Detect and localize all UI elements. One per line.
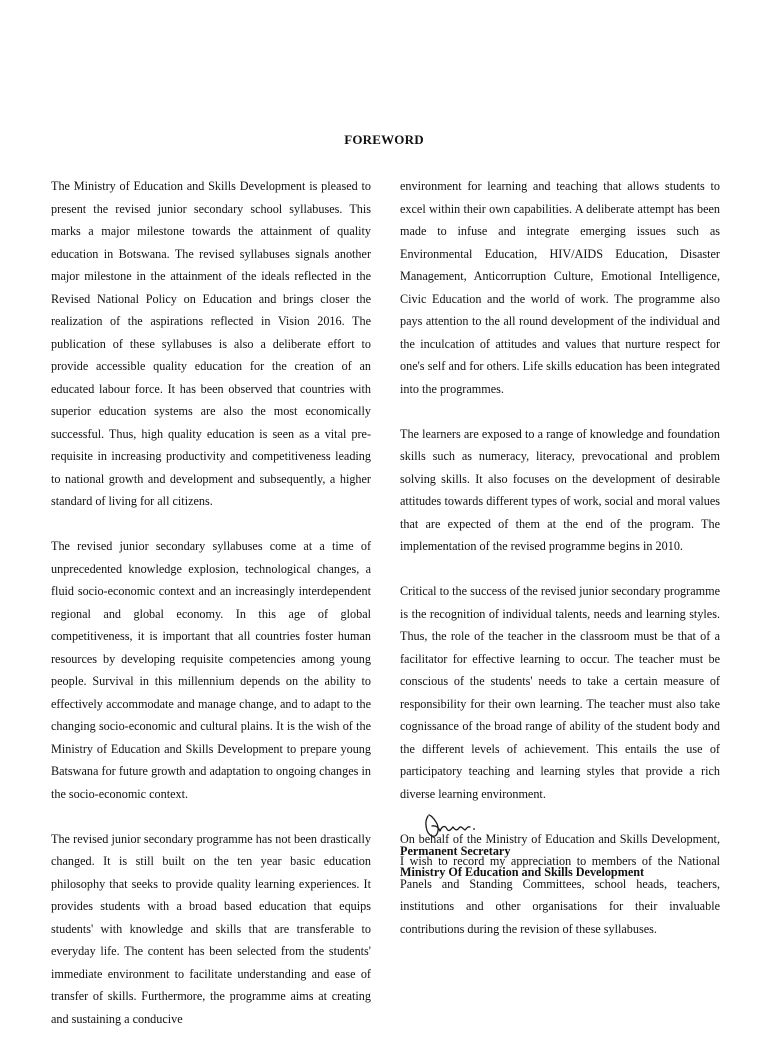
signoff-role: Permanent Secretary — [400, 844, 511, 858]
paragraph: The revised junior secondary programme has not been drastically changed. It is still built on the ten year basic education philosophy that seeks to provide quality learning experiences. It provides students with a broad based education that equips students' with knowledge and skills that are transferable to everyday life. The content has been selected from the students' immediate environment to facilitate understanding and ease of transfer of skills. Furthermore, the programme aims at creating and sustaining a conducive — [51, 831, 371, 1026]
paragraph: On behalf of the Ministry of Education and Skills Development, I wish to record my appreciation to members of the National Panels and Standing Committees, school heads, teachers, institutions and other organisations for their invaluable contributions during the revision of these syllabuses. — [400, 831, 720, 936]
paragraph: Critical to the success of the revised junior secondary programme is the recognition of individual talents, needs and learning styles. Thus, the role of the teacher in the classroom must be that of a facilitator for effective learning to occur. The teacher must be conscious of the students' needs to take a certain measure of responsibility for their own learning. The teacher must also take cognissance of the broad range of ability of the student body and the different levels of achievement. This entails the use of participatory teaching and learning styles that provide a rich diverse learning environment. — [400, 584, 720, 801]
left-column — [51, 175, 371, 1053]
paragraph: The revised junior secondary syllabuses come at a time of unprecedented knowledge explosion, technological changes, a fluid socio-economic context and an increasingly interdependent regional and global economy. In this age of global competitiveness, it is important that all countries foster human resources by developing requisite competencies among young people. Survival in this millennium depends on the ability to effectively accommodate and manage change, and to adapt to the changing socio-economic and cultural plains. It is the wish of the Ministry of Education and Skills Development to prepare young Batswana for future growth and adaptation to ongoing changes in the socio-economic context. — [51, 539, 371, 801]
paragraph: environment for learning and teaching that allows students to excel within their own capabilities. A deliberate attempt has been made to infuse and integrate emerging issues such as Environmental Education, HIV/AIDS Education, Disaster Management, Anticorruption Culture, Emotional Intelligence, Civic Education and the world of work. The programme also pays attention to the all round development of the individual and the inculcation of attitudes and values that nurture respect for one's self and for others. Life skills education has been integrated into the programmes. — [400, 179, 720, 396]
page-title: FOREWORD — [344, 132, 424, 147]
signature — [422, 808, 492, 842]
signoff-organisation: Ministry Of Education and Skills Development — [400, 865, 645, 879]
paragraph: The learners are exposed to a range of knowledge and foundation skills such as numeracy, literacy, prevocational and problem solving skills. It also focuses on the development of desirable attitudes towards different types of work, social and moral values that are expected of them at the end of the program. The implementation of the revised programme begins in 2010. — [400, 426, 720, 553]
paragraph: The Ministry of Education and Skills Development is pleased to present the revised junior secondary school syllabuses. This marks a major milestone towards the attainment of quality education in Botswana. The revised syllabuses signals another major milestone in the attainment of the ideals reflected in the Revised National Policy on Education and brings closer the realization of the aspirations reflected in Vision 2016. The publication of these syllabuses is also a deliberate effort to provide accessible quality education for the creation of an educated labour force. It has been observed that countries with superior education systems are also the most economically successful. Thus, high quality education is seen as a vital pre-requisite in increasing productivity and competitiveness leading to national growth and development and subsequently, a higher standard of living for all citizens. — [51, 179, 371, 508]
signoff-block — [400, 841, 644, 883]
